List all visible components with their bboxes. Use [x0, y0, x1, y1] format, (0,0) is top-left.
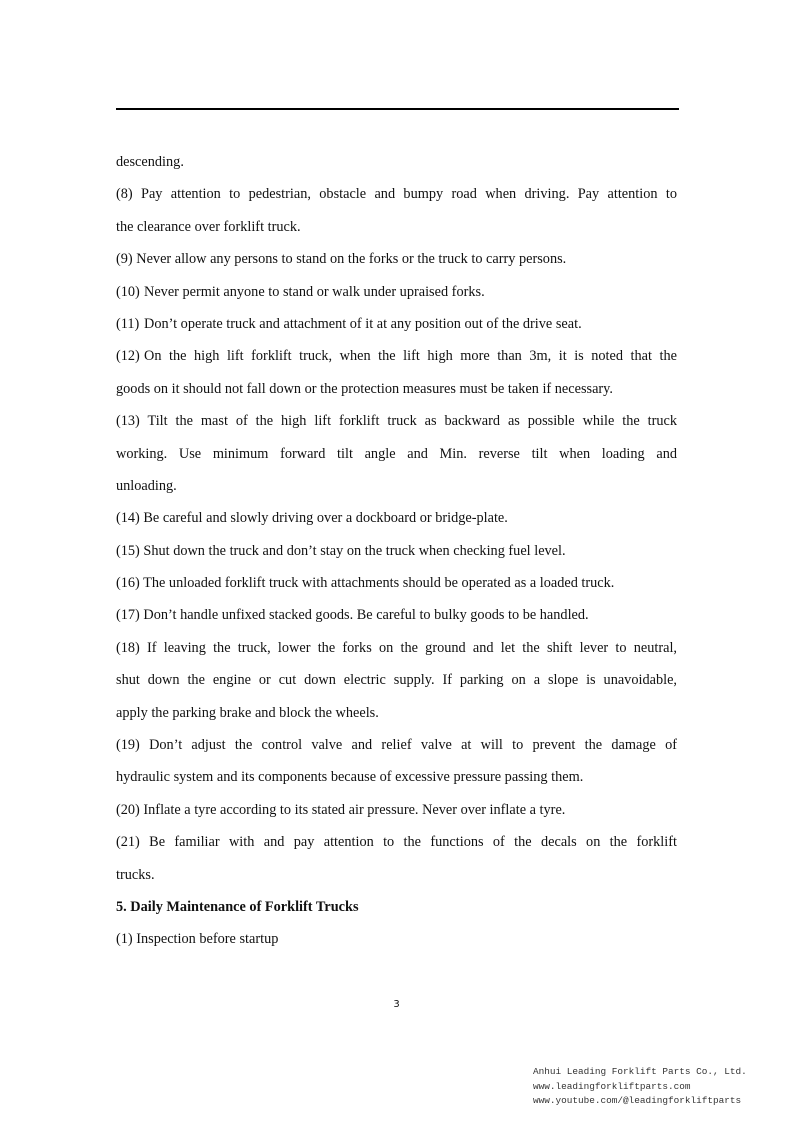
footer-youtube: www.youtube.com/@leadingforkliftparts [533, 1095, 742, 1106]
item-number: (12) [116, 348, 140, 365]
text-line: (16) The unloaded forklift truck with attachments should be operated as a loaded truck. [116, 575, 615, 592]
footer-company: Anhui Leading Forklift Parts Co., Ltd. [533, 1066, 747, 1077]
text-line: the clearance over forklift truck. [116, 218, 301, 235]
text-line: (13) Tilt the mast of the high lift forklift truck as backward as possible while the truck [116, 413, 677, 430]
footer [533, 1065, 747, 1109]
text-line: shut down the engine or cut down electric supply. If parking on a slope is unavoidable, [116, 672, 677, 689]
text-line: (1) Inspection before startup [116, 931, 279, 948]
text-line: unloading. [116, 477, 177, 494]
text-line: (8) Pay attention to pedestrian, obstacle and bumpy road when driving. Pay attention to [116, 186, 677, 203]
item-number: (11) [116, 315, 140, 332]
text-line: (18) If leaving the truck, lower the forks on the ground and let the shift lever to neutral, [116, 639, 677, 656]
item-text: Don’t operate truck and attachment of it at any position out of the drive seat. [144, 315, 582, 332]
text-line: (21) Be familiar with and pay attention to the functions of the decals on the forklift [116, 834, 677, 851]
list-item [116, 308, 677, 340]
text-line: goods on it should not fall down or the protection measures must be taken if necessary. [116, 380, 613, 397]
item-number: (10) [116, 283, 140, 300]
text-line: (9) Never allow any persons to stand on the forks or the truck to carry persons. [116, 251, 567, 268]
list-item [116, 340, 677, 372]
footer-website: www.leadingforkliftparts.com [533, 1080, 691, 1092]
header-rule [116, 108, 679, 110]
list-item [116, 276, 677, 308]
text-line: apply the parking brake and block the wheels. [116, 704, 379, 721]
text-line: (20) Inflate a tyre according to its stated air pressure. Never over inflate a tyre. [116, 801, 566, 818]
text-line: descending. [116, 154, 184, 170]
text-line: (15) Shut down the truck and don’t stay on the truck when checking fuel level. [116, 542, 566, 559]
document-body [116, 146, 677, 956]
section-heading: 5. Daily Maintenance of Forklift Trucks [116, 898, 359, 915]
text-line: (19) Don’t adjust the control valve and relief valve at will to prevent the damage of [116, 737, 677, 754]
text-line: trucks. [116, 866, 155, 883]
item-text: Never permit anyone to stand or walk under upraised forks. [144, 283, 485, 300]
text-line: working. Use minimum forward tilt angle and Min. reverse tilt when loading and [116, 445, 677, 462]
text-line: (14) Be careful and slowly driving over a dockboard or bridge-plate. [116, 510, 508, 527]
page-number: 3 [393, 999, 400, 1010]
text-line: hydraulic system and its components because of excessive pressure passing them. [116, 769, 584, 786]
text-line: (17) Don’t handle unfixed stacked goods. Be careful to bulky goods to be handled. [116, 607, 589, 624]
item-text: On the high lift forklift truck, when the lift high more than 3m, it is noted that the [144, 348, 677, 365]
